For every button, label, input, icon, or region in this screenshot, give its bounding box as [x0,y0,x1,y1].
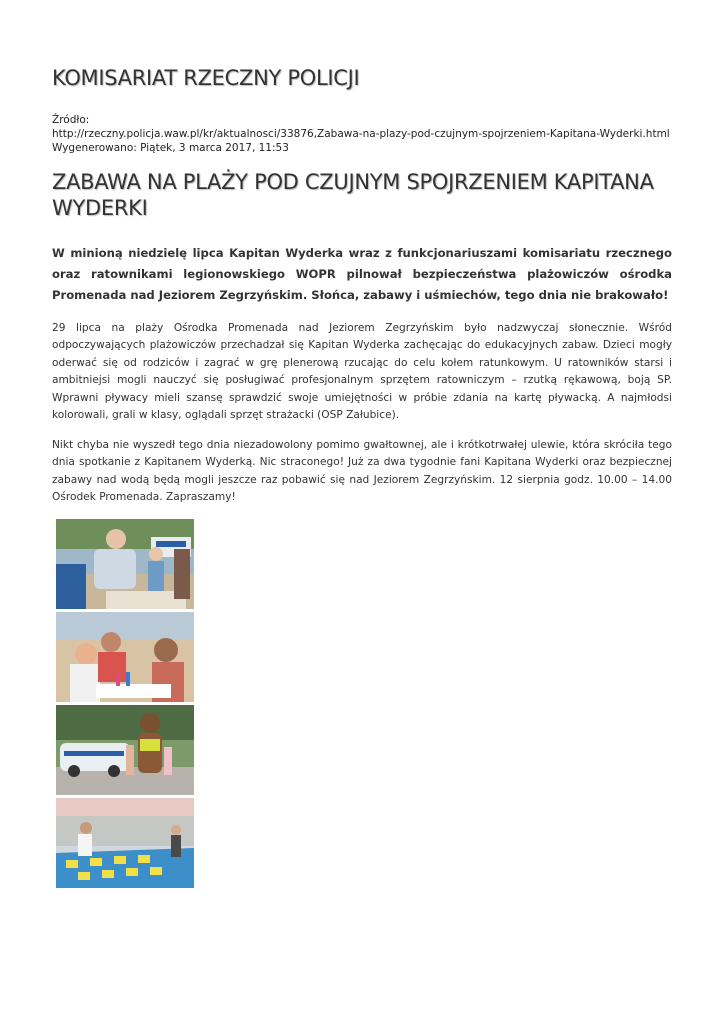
generated-date: Wygenerowano: Piątek, 3 marca 2017, 11:53 [52,142,289,154]
source-meta [52,113,692,155]
photo-beach-game-mat [56,798,194,888]
photo-mascot-with-children-and-police-car [56,705,194,795]
article-paragraph-1: 29 lipca na plaży Ośrodka Promenada nad Jeziorem Zegrzyńskim było nadzwyczaj słonecznie. Wśród odpoczywających plażowiczów przechadzał się Kapitan Wyderka zachęcając do edukacyjnych zabaw. Dzieci mogły oderwać się od rodziców i zagrać w grę plenerową rzucając do celu kołem ratunkowym. U ratowników starsi i ambitniejsi mogli nauczyć się posługiwać profesjonalnym sprzętem ratowniczym – rzutką rękawową, boją SP. Wprawni pływacy mieli szansę sprawdzić swoje umiejętności w próbie zdania na kartę pływacką. A najmłodsi kolorowali, grali w klasy, oglądali sprzęt strażacki (OSP Załubice). [52,322,672,422]
article-title: ZABAWA NA PLAŻY POD CZUJNYM SPOJRZENIEM KAPITANA WYDERKI [52,170,654,220]
photo-children-coloring [56,612,194,702]
article-lead: W minioną niedzielę lipca Kapitan Wyderka wraz z funkcjonariuszami komisariatu rzecznego oraz ratownikami legionowskiego WOPR pilnował bezpieczeństwa plażowiczów ośrodka Promenada nad Jeziorem Zegrzyńskim. Słońca, zabawy i uśmiechów, tego dnia nie brakowało! [52,246,672,302]
photo-police-officer-with-child [56,519,194,609]
article-paragraph-2: Nikt chyba nie wyszedł tego dnia niezadowolony pomimo gwałtownej, ale i krótkotrwałej ulewie, która skróciła tego dnia spotkanie z Kapitanem Wyderką. Nic straconego! Już za dwa tygodnie fani Kapitana Wyderki oraz bezpiecznej zabawy nad wodą będą mogli jeszcze raz pobawić się nad Jeziorem Zegrzyńskim. 12 sierpnia godz. 10.00 – 14.00 Ośrodek Promenada. Zapraszamy! [52,439,672,504]
photo-gallery [56,519,194,891]
site-title: KOMISARIAT RZECZNY POLICJI [52,66,360,90]
source-url: http://rzeczny.policja.waw.pl/kr/aktualnosci/33876,Zabawa-na-plazy-pod-czujnym-spojrzeniem-Kapitana-Wyderki.html [52,128,670,140]
source-label: Źródło: [52,114,90,126]
